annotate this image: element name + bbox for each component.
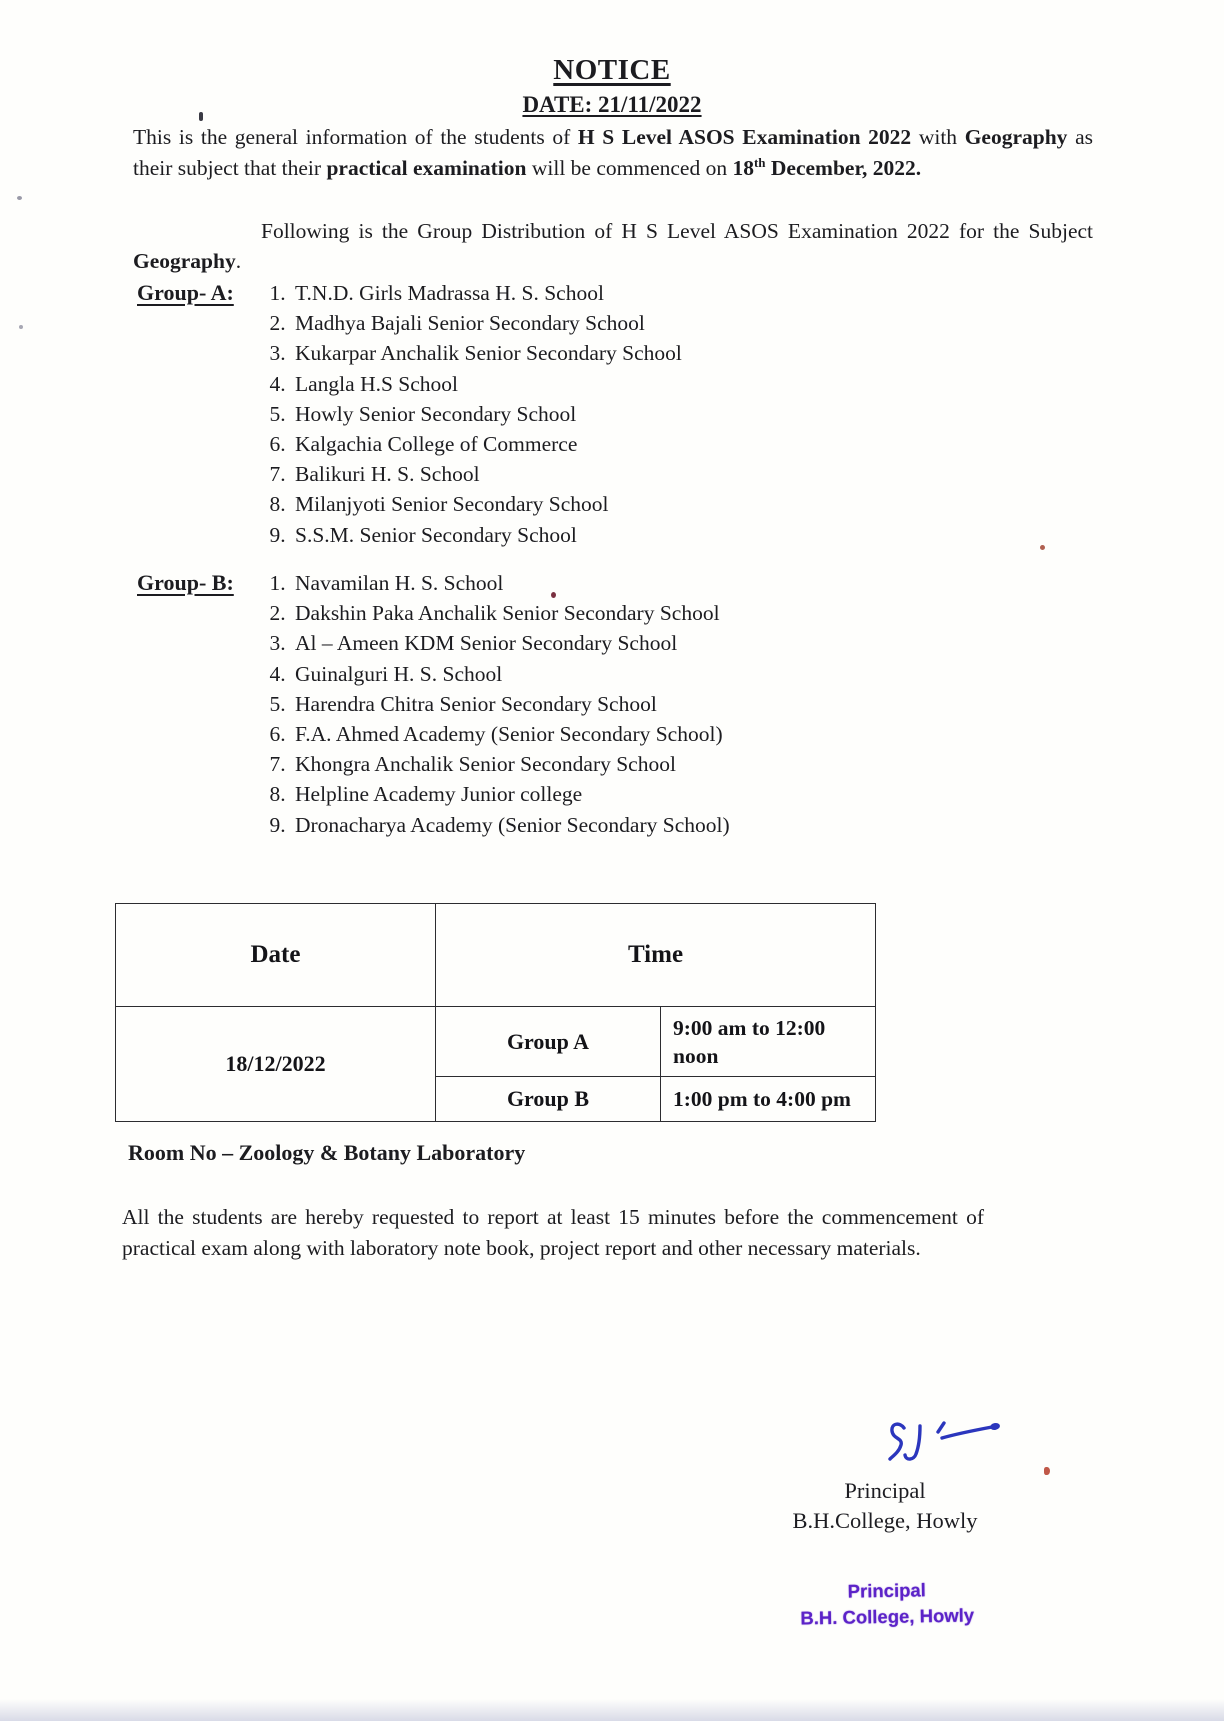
stamp-line: B.H. College, Howly xyxy=(800,1604,975,1629)
college-label: B.H.College, Howly xyxy=(792,1508,978,1533)
school-item: 4. Langla H.S School xyxy=(291,369,1000,399)
page-edge-shadow xyxy=(0,1699,1224,1721)
scan-artifact xyxy=(199,112,203,121)
scan-artifact xyxy=(551,592,556,598)
intro-paragraph: This is the general information of the students of H S Level ASOS Examination 2022 with Geography as their subject that their practical examination will be commenced on 18th December, 2022. xyxy=(133,125,1093,180)
principal-label: Principal xyxy=(844,1478,926,1503)
group-b-school-list xyxy=(265,568,1000,840)
date-cell: 18/12/2022 xyxy=(116,1007,436,1122)
school-item: 9. Dronacharya Academy (Senior Secondary School) xyxy=(291,810,1000,840)
notice-date: DATE: 21/11/2022 xyxy=(522,92,702,117)
scan-artifact xyxy=(1044,1467,1050,1475)
table-header-time: Time xyxy=(436,904,876,1007)
school-item: 9. S.S.M. Senior Secondary School xyxy=(291,520,1000,550)
group-b-label: Group- B: xyxy=(137,570,234,595)
group-a-time-cell: 9:00 am to 12:00 noon xyxy=(661,1007,876,1077)
notice-title: NOTICE xyxy=(553,54,671,86)
school-item: 6. Kalgachia College of Commerce xyxy=(291,429,1000,459)
group-b-section xyxy=(0,568,1000,840)
group-a-label: Group- A: xyxy=(137,280,234,305)
schedule-table xyxy=(115,903,876,1122)
signature-block xyxy=(730,1418,1040,1536)
scan-artifact xyxy=(17,196,22,200)
room-note: Room No – Zoology & Botany Laboratory xyxy=(128,1140,526,1165)
stamp-line: Principal xyxy=(847,1579,927,1602)
school-item: 3. Al – Ameen KDM Senior Secondary School xyxy=(291,628,1000,658)
school-item: 7. Balikuri H. S. School xyxy=(291,459,1000,489)
signature-ink-icon xyxy=(876,1418,1026,1474)
school-item: 5. Harendra Chitra Senior Secondary School xyxy=(291,689,1000,719)
school-item: 5. Howly Senior Secondary School xyxy=(291,399,1000,429)
school-item: 1. T.N.D. Girls Madrassa H. S. School xyxy=(291,278,1000,308)
table-header-row xyxy=(116,904,876,1007)
school-item: 2. Dakshin Paka Anchalik Senior Secondary School xyxy=(291,598,1000,628)
group-a-section xyxy=(0,278,1000,550)
school-item: 2. Madhya Bajali Senior Secondary School xyxy=(291,308,1000,338)
closing-paragraph: All the students are hereby requested to report at least 15 minutes before the commencement of practical exam along with laboratory note book, project report and other necessary materials. xyxy=(122,1205,984,1260)
school-item: 7. Khongra Anchalik Senior Secondary School xyxy=(291,749,1000,779)
school-item: 4. Guinalguri H. S. School xyxy=(291,659,1000,689)
group-a-cell: Group A xyxy=(436,1007,661,1077)
ordinal-superscript: th xyxy=(753,154,766,170)
group-a-school-list xyxy=(265,278,1000,550)
table-header-date: Date xyxy=(116,904,436,1007)
scan-artifact xyxy=(19,325,23,329)
school-item: 3. Kukarpar Anchalik Senior Secondary School xyxy=(291,338,1000,368)
table-row xyxy=(116,1007,876,1077)
following-paragraph: Following is the Group Distribution of H S Level ASOS Examination 2022 for the Subject Geography. xyxy=(133,219,1093,273)
school-item: 8. Milanjyoti Senior Secondary School xyxy=(291,489,1000,519)
group-b-time-cell: 1:00 pm to 4:00 pm xyxy=(661,1077,876,1122)
school-item: 8. Helpline Academy Junior college xyxy=(291,779,1000,809)
school-item: 1. Navamilan H. S. School xyxy=(291,568,1000,598)
scan-artifact xyxy=(1040,545,1045,550)
school-item: 6. F.A. Ahmed Academy (Senior Secondary School) xyxy=(291,719,1000,749)
group-b-cell: Group B xyxy=(436,1077,661,1122)
office-stamp xyxy=(772,1576,1003,1632)
